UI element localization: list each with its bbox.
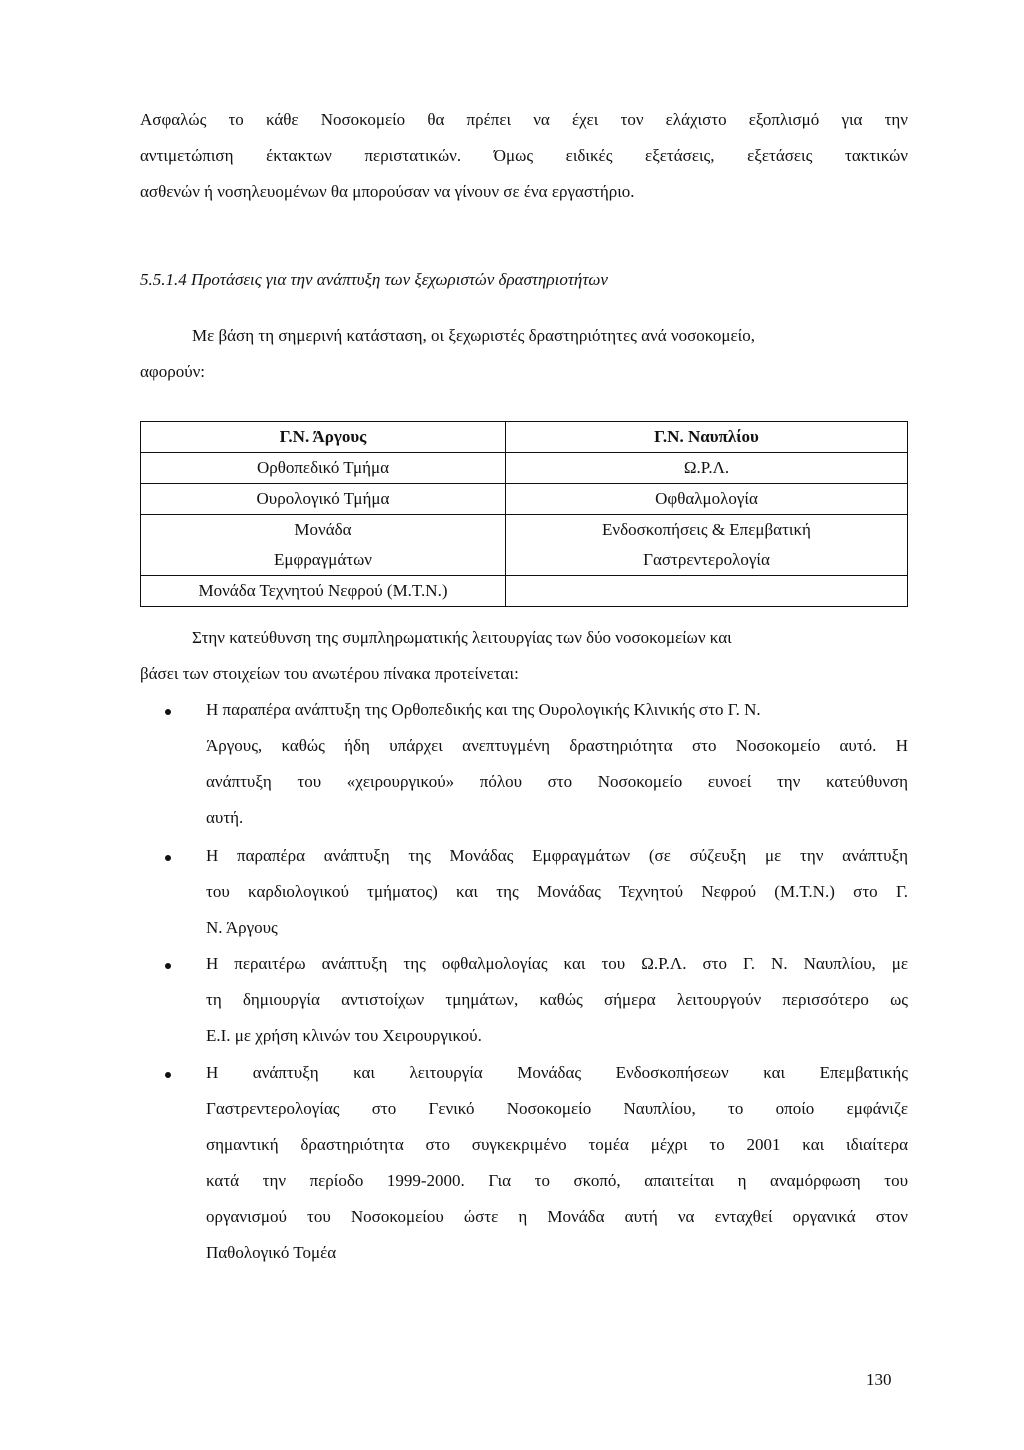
after-line-2: βάσει των στοιχείων του ανωτέρου πίνακα προτείνεται:: [140, 664, 519, 683]
bullet-2-line-2: του καρδιολογικού τμήματος) και της Μονάδας Τεχνητού Νεφρού (Μ.Τ.Ν.) στο Γ.: [206, 882, 908, 901]
table-cell: Ενδοσκοπήσεις & Επεμβατική: [506, 515, 908, 546]
bullet-4-line-6: Παθολογικό Τομέα: [206, 1243, 337, 1262]
bullet-4-line-4: κατά την περίοδο 1999-2000. Για το σκοπό, απαιτείται η αναμόρφωση του: [206, 1171, 908, 1190]
bullet-3-line-2: τη δημιουργία αντιστοίχων τμημάτων, καθώς σήμερα λειτουργούν περισσότερο ως: [206, 990, 908, 1009]
table-cell: Ω.Ρ.Λ.: [683, 458, 730, 477]
bullet-2-line-1: Η παραπέρα ανάπτυξη της Μονάδας Εμφραγμάτων (σε σύζευξη με την ανάπτυξη: [206, 846, 908, 865]
bullet-dot: [165, 855, 171, 861]
table-cell: Γαστρεντερολογία: [643, 550, 770, 569]
table-header-argos: Γ.Ν. Άργους: [141, 422, 506, 453]
bullet-3-line-1: Η περαιτέρω ανάπτυξη της οφθαλμολογίας και του Ω.Ρ.Λ. στο Γ. Ν. Ναυπλίου, με: [206, 954, 908, 973]
hospital-activities-table: [140, 421, 908, 607]
section-para-line-2: αφορούν:: [140, 362, 206, 381]
bullet-2-line-3: Ν. Άργους: [206, 918, 278, 937]
bullet-4-line-3: σημαντική δραστηριότητα στο συγκεκριμένο τομέα μέχρι το 2001 και ιδιαίτερα: [206, 1135, 908, 1154]
table-cell: Οφθαλμολογία: [506, 484, 908, 515]
table-cell: Μονάδα: [141, 515, 506, 546]
bullet-4-line-1: Η ανάπτυξη και λειτουργία Μονάδας Ενδοσκοπήσεων και Επεμβατικής: [206, 1063, 908, 1082]
intro-line-1: Ασφαλώς το κάθε Νοσοκομείο θα πρέπει να έχει τον ελάχιστο εξοπλισμό για την: [140, 110, 908, 129]
bullet-dot: [165, 1072, 171, 1078]
intro-line-2: αντιμετώπιση έκτακτων περιστατικών. Όμως ειδικές εξετάσεις, εξετάσεις τακτικών: [140, 146, 908, 165]
intro-line-3: ασθενών ή νοσηλευομένων θα μπορούσαν να γίνουν σε ένα εργαστήριο.: [140, 182, 635, 201]
table-cell: [506, 576, 908, 607]
table-cell: Ορθοπεδικό Τμήμα: [141, 453, 506, 484]
table-cell: Μονάδα Τεχνητού Νεφρού (Μ.Τ.Ν.): [141, 576, 506, 607]
bullet-1-line-3: ανάπτυξη του «χειρουργικού» πόλου στο Νοσοκομείο ευνοεί την κατεύθυνση: [206, 772, 908, 791]
bullet-dot: [165, 709, 171, 715]
bullet-3-line-3: Ε.Ι. με χρήση κλινών του Χειρουργικού.: [206, 1026, 482, 1045]
bullet-4-line-5: οργανισμού του Νοσοκομείου ώστε η Μονάδα αυτή να ενταχθεί οργανικά στον: [206, 1207, 908, 1226]
section-heading: 5.5.1.4 Προτάσεις για την ανάπτυξη των ξεχωριστών δραστηριοτήτων: [140, 270, 608, 289]
bullet-1-line-1: Η παραπέρα ανάπτυξη της Ορθοπεδικής και της Ουρολογικής Κλινικής στο Γ. Ν.: [206, 700, 761, 719]
bullet-1-line-2: Άργους, καθώς ήδη υπάρχει ανεπτυγμένη δραστηριότητα στο Νοσοκομείο αυτό. Η: [206, 736, 908, 755]
bullet-4-line-2: Γαστρεντερολογίας στο Γενικό Νοσοκομείο Ναυπλίου, το οποίο εμφάνιζε: [206, 1099, 908, 1118]
table-header-nafplio: Γ.Ν. Ναυπλίου: [506, 422, 908, 453]
section-para-line-1: Με βάση τη σημερινή κατάσταση, οι ξεχωριστές δραστηριότητες ανά νοσοκομείο,: [192, 326, 756, 345]
table-cell: Ουρολογικό Τμήμα: [141, 484, 506, 515]
table-cell: Εμφραγμάτων: [141, 545, 506, 576]
after-line-1: Στην κατεύθυνση της συμπληρωματικής λειτουργίας των δύο νοσοκομείων και: [192, 628, 732, 647]
bullet-1-line-4: αυτή.: [206, 808, 244, 827]
page-number: 130: [866, 1370, 892, 1389]
bullet-dot: [165, 963, 171, 969]
